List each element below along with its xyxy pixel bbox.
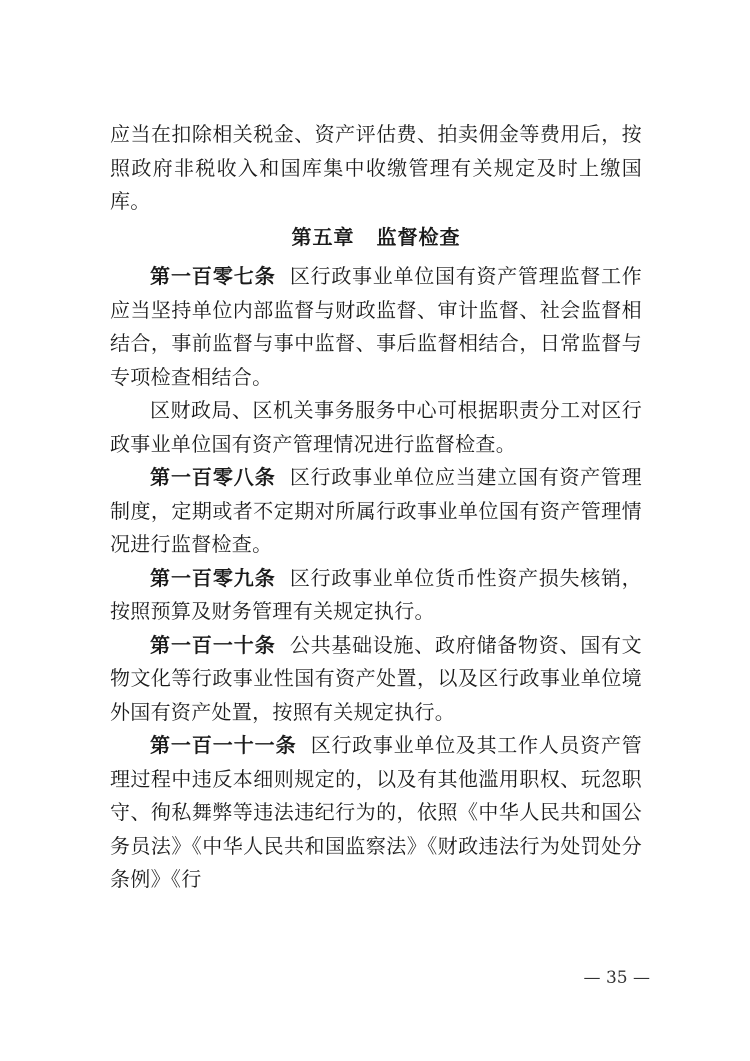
chapter-title: 监督检查 [376,224,461,249]
article-number: 第一百零九条 [150,565,276,590]
article-text: 区财政局、区机关事务服务中心可根据职责分工对区行政事业单位国有资产管理情况进行监督检查。 [110,398,642,456]
article-text: 区行政事业单位国有资产管理监督工作应当坚持单位内部监督与财政监督、审计监督、社会监督相结合，事前监督与事中监督、事后监督相结合，日常监督与专项检查相结合。 [110,264,642,389]
document-page [110,118,642,897]
article-paragraph [110,562,642,629]
article-paragraph [110,729,642,897]
article-text: 公共基础设施、政府储备物资、国有文物文化等行政事业性国有资产处置，以及区行政事业单位境外国有资产处置，按照有关规定执行。 [110,632,642,724]
article-number: 第一百零七条 [150,264,276,288]
article-paragraph [110,629,642,730]
chapter-heading [110,221,642,255]
article-number: 第一百零八条 [150,465,276,489]
intro-paragraph: 应当在扣除相关税金、资产评估费、拍卖佣金等费用后，按照政府非税收入和国库集中收缴管理有关规定及时上缴国库。 [110,122,642,213]
article-paragraph [110,394,642,461]
article-paragraph [110,260,642,394]
article-text: 区行政事业单位及其工作人员资产管理过程中违反本细则规定的，以及有其他滥用职权、玩忽职守、徇私舞弊等违法违纪行为的，依照《中华人民共和国公务员法》《中华人民共和国监察法》《财政违法行为处罚处分条例》《行 [110,733,642,891]
chapter-number: 第五章 [291,224,355,249]
article-text: 区行政事业单位应当建立国有资产管理制度，定期或者不定期对所属行政事业单位国有资产管理情况进行监督检查。 [110,465,642,556]
article-number: 第一百一十一条 [150,733,297,757]
article-number: 第一百一十条 [150,632,276,657]
article-text: 区行政事业单位货币性资产损失核销，按照预算及财务管理有关规定执行。 [110,565,642,623]
page-number: — 35 — [583,968,650,988]
article-paragraph [110,461,642,562]
